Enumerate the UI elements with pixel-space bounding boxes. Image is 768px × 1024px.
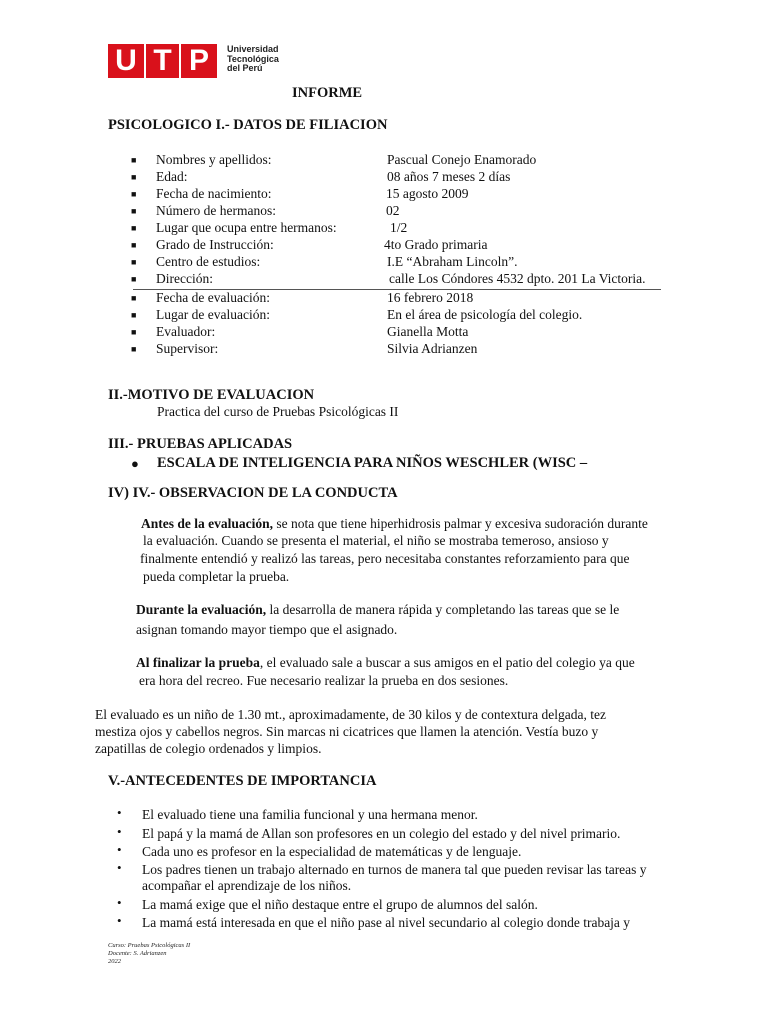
filiacion-label: Lugar que ocupa entre hermanos: (156, 220, 337, 235)
antecedente-item: Cada uno es profesor en la especialidad de matemáticas y de lenguaje. (142, 844, 522, 859)
logo-text: Universidad Tecnológica del Perú (227, 44, 279, 73)
paragraph-descripcion: mestiza ojos y cabellos negros. Sin marcas ni cicatrices que llamen la atención. Vestía buzo y (95, 724, 599, 739)
paragraph-descripcion: El evaluado es un niño de 1.30 mt., aproximadamente, de 30 kilos y de contextura delgada, tez (95, 707, 606, 722)
paragraph-final-line: , el evaluado sale a buscar a sus amigos en el patio del colegio ya que (259, 655, 635, 670)
filiacion-label: Centro de estudios: (156, 254, 261, 269)
bullet: ■ (131, 344, 137, 354)
filiacion-value: En el área de psicología del colegio. (387, 307, 583, 322)
paragraph-antes-line: pueda completar la prueba. (143, 569, 290, 584)
section3-title: III.- PRUEBAS APLICADAS (108, 436, 293, 452)
bullet: ■ (131, 310, 137, 320)
divider-line (133, 289, 661, 290)
bullet: ■ (131, 257, 137, 267)
filiacion-label: Dirección: (156, 271, 213, 286)
bullet: ■ (131, 293, 137, 303)
filiacion-value: 15 agosto 2009 (386, 186, 469, 201)
bullet: ■ (131, 223, 137, 233)
paragraph-durante-line: asignan tomando mayor tiempo que el asignado. (136, 622, 398, 637)
report-title: INFORME (292, 85, 363, 101)
section4-title: IV) IV.- OBSERVACION DE LA CONDUCTA (108, 485, 398, 501)
filiacion-value: 08 años 7 meses 2 días (387, 169, 511, 184)
filiacion-label: Edad: (156, 169, 188, 184)
filiacion-label: Fecha de evaluación: (156, 290, 270, 305)
filiacion-label: Número de hermanos: (156, 203, 276, 218)
bullet: • (117, 913, 122, 928)
filiacion-label: Grado de Instrucción: (156, 237, 274, 252)
logo-t: T (146, 44, 179, 78)
footer-year: 2022 (108, 958, 121, 965)
paragraph-antes-line: la evaluación. Cuando se presenta el material, el niño se mostraba temeroso, ansioso y (143, 533, 609, 548)
bullet: ■ (131, 240, 137, 250)
filiacion-label: Supervisor: (156, 341, 219, 356)
bullet: ■ (131, 172, 137, 182)
bullet: ■ (131, 189, 137, 199)
filiacion-value: 16 febrero 2018 (387, 290, 474, 305)
filiacion-label: Lugar de evaluación: (156, 307, 270, 322)
filiacion-value: 4to Grado primaria (384, 237, 488, 252)
filiacion-label: Nombres y apellidos: (156, 152, 272, 167)
paragraph-final-line: era hora del recreo. Fue necesario realizar la prueba en dos sesiones. (139, 673, 509, 688)
bullet: • (117, 895, 122, 910)
paragraph-durante-line: la desarrolla de manera rápida y completando las tareas que se le (266, 602, 620, 617)
bullet: ● (131, 456, 139, 471)
filiacion-value: Silvia Adrianzen (387, 341, 478, 356)
bullet: ■ (131, 327, 137, 337)
paragraph-durante-bold: Durante la evaluación, (136, 602, 267, 617)
filiacion-value: 1/2 (390, 220, 408, 235)
paragraph-descripcion: zapatillas de colegio ordenados y limpios. (95, 741, 322, 756)
bullet: • (117, 860, 122, 875)
filiacion-value: I.E “Abraham Lincoln”. (387, 254, 518, 269)
paragraph-antes-line: se nota que tiene hiperhidrosis palmar y excesiva sudoración durante (273, 516, 648, 531)
antecedente-item: El evaluado tiene una familia funcional y una hermana menor. (142, 807, 478, 822)
antecedente-item: La mamá exige que el niño destaque entre el grupo de alumnos del salón. (142, 897, 538, 912)
filiacion-value: Gianella Motta (387, 324, 469, 339)
filiacion-value: calle Los Cóndores 4532 dpto. 201 La Victoria. (389, 271, 646, 286)
section5-title: V.-ANTECEDENTES DE IMPORTANCIA (108, 773, 377, 789)
logo-p: P (181, 44, 217, 78)
bullet: ■ (131, 155, 137, 165)
antecedente-item: La mamá está interesada en que el niño pase al nivel secundario al colegio donde trabaja y (142, 915, 631, 930)
paragraph-final-bold: Al finalizar la prueba (136, 655, 260, 670)
paragraph-antes (141, 516, 648, 532)
section2-title: II.-MOTIVO DE EVALUACION (108, 387, 315, 403)
paragraph-antes-bold: Antes de la evaluación, (141, 516, 274, 531)
bullet: ■ (131, 206, 137, 216)
bullet: • (117, 805, 122, 820)
section2-text: Practica del curso de Pruebas Psicológicas II (157, 404, 399, 419)
filiacion-value: 02 (386, 203, 400, 218)
paragraph-durante (136, 602, 619, 618)
bullet: • (117, 824, 122, 839)
section1-title: PSICOLOGICO I.- DATOS DE FILIACION (108, 117, 388, 133)
section3-item: ESCALA DE INTELIGENCIA PARA NIÑOS WESCHLER (WISC – (157, 455, 588, 471)
filiacion-label: Evaluador: (156, 324, 216, 339)
antecedente-item: Los padres tienen un trabajo alternado en turnos de manera tal que pueden revisar las tareas y (142, 862, 647, 877)
antecedente-item: El papá y la mamá de Allan son profesores en un colegio del estado y del nivel primario. (142, 826, 621, 841)
paragraph-antes-line: finalmente entendió y realizó las tareas, pero necesitaba constantes reforzamiento para que (140, 551, 630, 566)
logo-u: U (108, 44, 144, 78)
bullet: • (117, 842, 122, 857)
filiacion-label: Fecha de nacimiento: (156, 186, 272, 201)
footer-course: Curso: Pruebas Psicológicas II (108, 942, 191, 949)
bullet: ■ (131, 274, 137, 284)
paragraph-final (136, 655, 635, 671)
antecedente-item: acompañar el aprendizaje de los niños. (142, 878, 352, 893)
footer-teacher: Docente: S. Adrianzen (108, 950, 167, 957)
filiacion-value: Pascual Conejo Enamorado (387, 152, 537, 167)
